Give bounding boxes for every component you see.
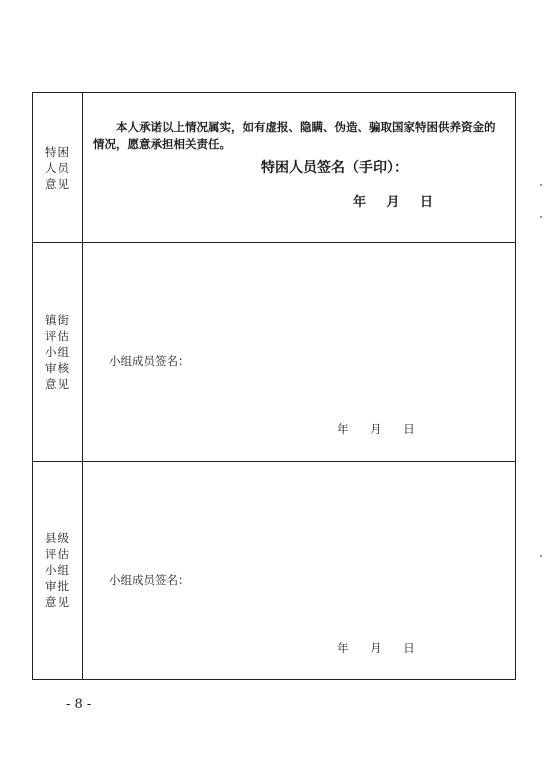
applicant-opinion-label: 特困人员意见 (45, 144, 70, 191)
county-approval-label-cell (33, 461, 83, 679)
scan-speck (540, 216, 542, 218)
county-approval-content-cell (83, 461, 516, 679)
town-review-date-line: 年 月 日 (337, 422, 415, 437)
town-review-label-cell (33, 243, 83, 461)
county-approval-label: 县级评估小组审批意见 (45, 531, 70, 610)
town-review-label: 镇街评估小组审核意见 (45, 312, 70, 391)
town-review-row (33, 243, 516, 461)
town-review-content-cell (83, 243, 516, 461)
applicant-signature-label: 特困人员签名（手印）： (261, 160, 408, 176)
scan-speck (540, 555, 542, 557)
applicant-date-line: 年 月 日 (353, 195, 434, 210)
page-number: - 8 - (66, 697, 92, 712)
applicant-opinion-label-cell (33, 93, 83, 243)
applicant-opinion-row (33, 93, 516, 243)
applicant-pledge-text: 本人承诺以上情况属实，如有虚报、隐瞒、伪造、骗取国家特困供养资金的情况，愿意承担相关责任。 (93, 120, 496, 151)
applicant-opinion-content-cell (83, 93, 516, 243)
approval-form-table (32, 92, 516, 680)
scan-speck (540, 184, 542, 186)
county-approval-date-line: 年 月 日 (337, 640, 415, 655)
town-review-signature-label: 小组成员签名： (109, 354, 190, 369)
county-approval-signature-label: 小组成员签名： (109, 572, 190, 587)
county-approval-row (33, 461, 516, 679)
